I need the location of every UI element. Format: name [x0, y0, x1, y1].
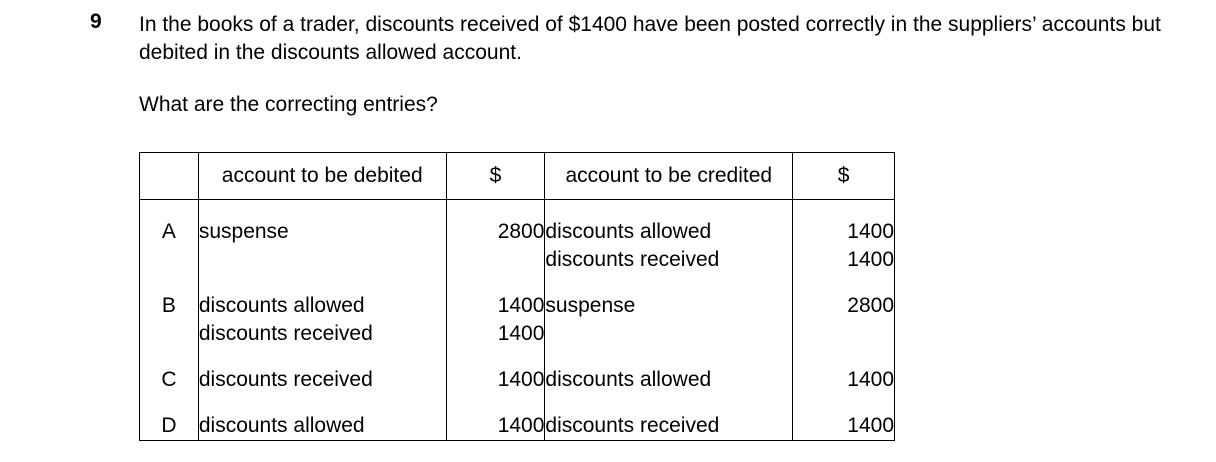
debit-amount: 1400: [497, 322, 545, 345]
question-number: 9: [90, 10, 102, 33]
credit-amount-cell: [793, 292, 895, 348]
debit-account: discounts allowed: [198, 294, 365, 317]
credit-amount: 1400: [847, 414, 894, 437]
credit-account: suspense: [545, 294, 636, 317]
credit-account: discounts allowed: [545, 368, 712, 391]
debit-amount-cell: [446, 366, 545, 394]
credit-amount: 1400: [847, 220, 894, 243]
credit-account: discounts allowed: [545, 220, 712, 243]
debit-amount: 1400: [497, 294, 545, 317]
question-prompt: What are the correcting entries?: [139, 93, 438, 116]
option-row-c[interactable]: [140, 366, 895, 394]
header-credit-amount: $: [793, 153, 895, 200]
question-stem: In the books of a trader, discounts received of $1400 have been posted correctly in the suppliers’ accounts but debited in the discounts allowed account.: [139, 13, 1161, 64]
answer-options-table: [139, 152, 895, 441]
credit-amount-cell: [793, 218, 895, 274]
debit-amount: 1400: [497, 414, 545, 437]
debit-account: discounts allowed: [198, 414, 365, 437]
option-row-a[interactable]: [140, 218, 895, 274]
option-row-b[interactable]: [140, 292, 895, 348]
debit-account-cell: [198, 412, 446, 441]
debit-account: discounts received: [198, 368, 373, 391]
credit-amount-cell: [793, 412, 895, 441]
credit-amount: 2800: [847, 294, 894, 317]
credit-amount-cell: [793, 366, 895, 394]
option-letter: A: [140, 218, 199, 274]
header-blank: [140, 153, 199, 200]
credit-amount: 1400: [847, 248, 894, 271]
option-row-d[interactable]: [140, 412, 895, 441]
debit-amount: 2800: [497, 220, 545, 243]
option-letter: C: [140, 366, 199, 394]
debit-amount: 1400: [497, 368, 545, 391]
option-letter: B: [140, 292, 199, 348]
debit-account-cell: [198, 366, 446, 394]
credit-account-cell: [545, 366, 793, 394]
credit-account-cell: [545, 412, 793, 441]
credit-account-cell: [545, 292, 793, 348]
header-credit-account: account to be credited: [545, 153, 793, 200]
credit-amount: 1400: [847, 368, 894, 391]
debit-account-cell: [198, 292, 446, 348]
debit-account: discounts received: [198, 322, 373, 345]
table-header-row: [140, 153, 895, 200]
debit-amount-cell: [446, 218, 545, 274]
debit-account: suspense: [198, 220, 289, 243]
debit-amount-cell: [446, 412, 545, 441]
credit-account-cell: [545, 218, 793, 274]
debit-amount-cell: [446, 292, 545, 348]
header-debit-amount: $: [446, 153, 545, 200]
credit-account: discounts received: [545, 248, 720, 271]
header-debit-account: account to be debited: [198, 153, 446, 200]
debit-account-cell: [198, 218, 446, 274]
option-letter: D: [140, 412, 199, 441]
credit-account: discounts received: [545, 414, 720, 437]
